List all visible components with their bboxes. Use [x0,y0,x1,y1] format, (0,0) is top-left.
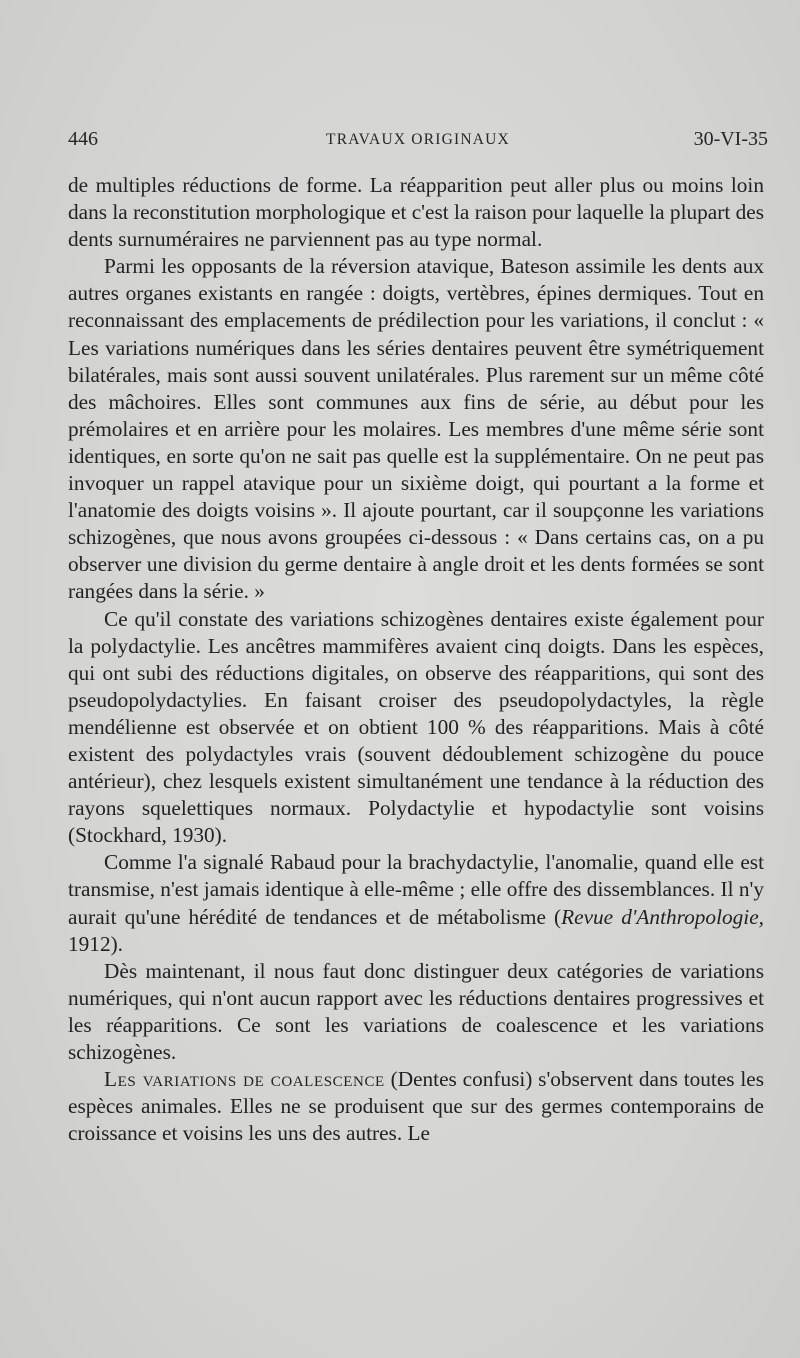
section-lead: Les variations de coalescence [104,1067,385,1092]
paragraph-6 [68,1066,764,1147]
journal-title: Revue d'Anthropologie, [561,904,764,929]
page-number: 446 [68,128,98,150]
paragraph-3: Ce qu'il constate des variations schizogènes dentaires existe également pour la polydactylie. Les ancêtres mammifères avaient cinq doigts. Dans les espèces, qui ont subi des réductions digitales, on observe des réapparitions, qui sont des pseudopolydactylies. En faisant croiser des pseudopolydactyles, la règle mendélienne est observée et on obtient 100 % des réapparitions. Mais à côté existent des polydactyles vrais (souvent dédoublement schizogène du pouce antérieur), chez lesquels existent simultanément une tendance à la réduction des rayons squelettiques normaux. Polydactylie et hypodactylie sont voisins (Stockhard, 1930). [68,606,764,848]
paragraph-4-text: Comme l'a signalé Rabaud pour la brachydactylie, l'anomalie, quand elle est transmise, n'est jamais identique à elle-même ; elle offre des dissemblances. Il n'y aurait qu'une hérédité de tendances et de métabolisme ( [68,850,764,929]
paragraph-5: Dès maintenant, il nous faut donc distinguer deux catégories de variations numériques, qui n'ont aucun rapport avec les réductions dentaires progressives et les réapparitions. Ce sont les variations de coalescence et les variations schizogènes. [68,958,764,1064]
paragraph-1: de multiples réductions de forme. La réapparition peut aller plus ou moins loin dans la reconstitution morphologique et c'est la raison pour laquelle la plupart des dents surnuméraires ne parviennent pas au type normal. [68,173,764,252]
paragraph-6-text: (Dentes confusi) s'observent dans toutes les espèces animales. Elles ne se produisent que sur des germes contemporains de croissance et voisins les uns des autres. Le [68,1067,765,1146]
paragraph-2: Parmi les opposants de la réversion atavique, Bateson assimile les dents aux autres organes existants en rangée : doigts, vertèbres, épines dermiques. Tout en reconnaissant des emplacements de prédilection pour les variations, il conclut : « Les variations numériques dans les séries dentaires peuvent être symétriquement bilatérales, mais sont aussi souvent unilatérales. Plus rarement sur un même côté des mâchoires. Elles sont communes aux fins de série, au début pour les prémolaires et en arrière pour les molaires. Les membres d'une même série sont identiques, en sorte qu'on ne sait pas quelle est la supplémentaire. On ne peut pas invoquer un rappel atavique pour un sixième doigt, qui pourtant a la forme et l'anatomie des doigts voisins ». Il ajoute pourtant, car il soupçonne les variations schizogènes, que nous avons groupées ci-dessous : « Dans certains cas, on a pu observer une division du germe dentaire à angle droit et les dents formées se sont rangées dans la série. » [68,254,764,604]
header-date: 30-VI-35 [693,128,768,150]
paragraph-4-end: 1912). [68,931,124,956]
body-text [68,172,764,1147]
page-header [68,128,768,158]
paragraph-4 [68,849,764,957]
running-title: TRAVAUX ORIGINAUX [326,131,510,148]
